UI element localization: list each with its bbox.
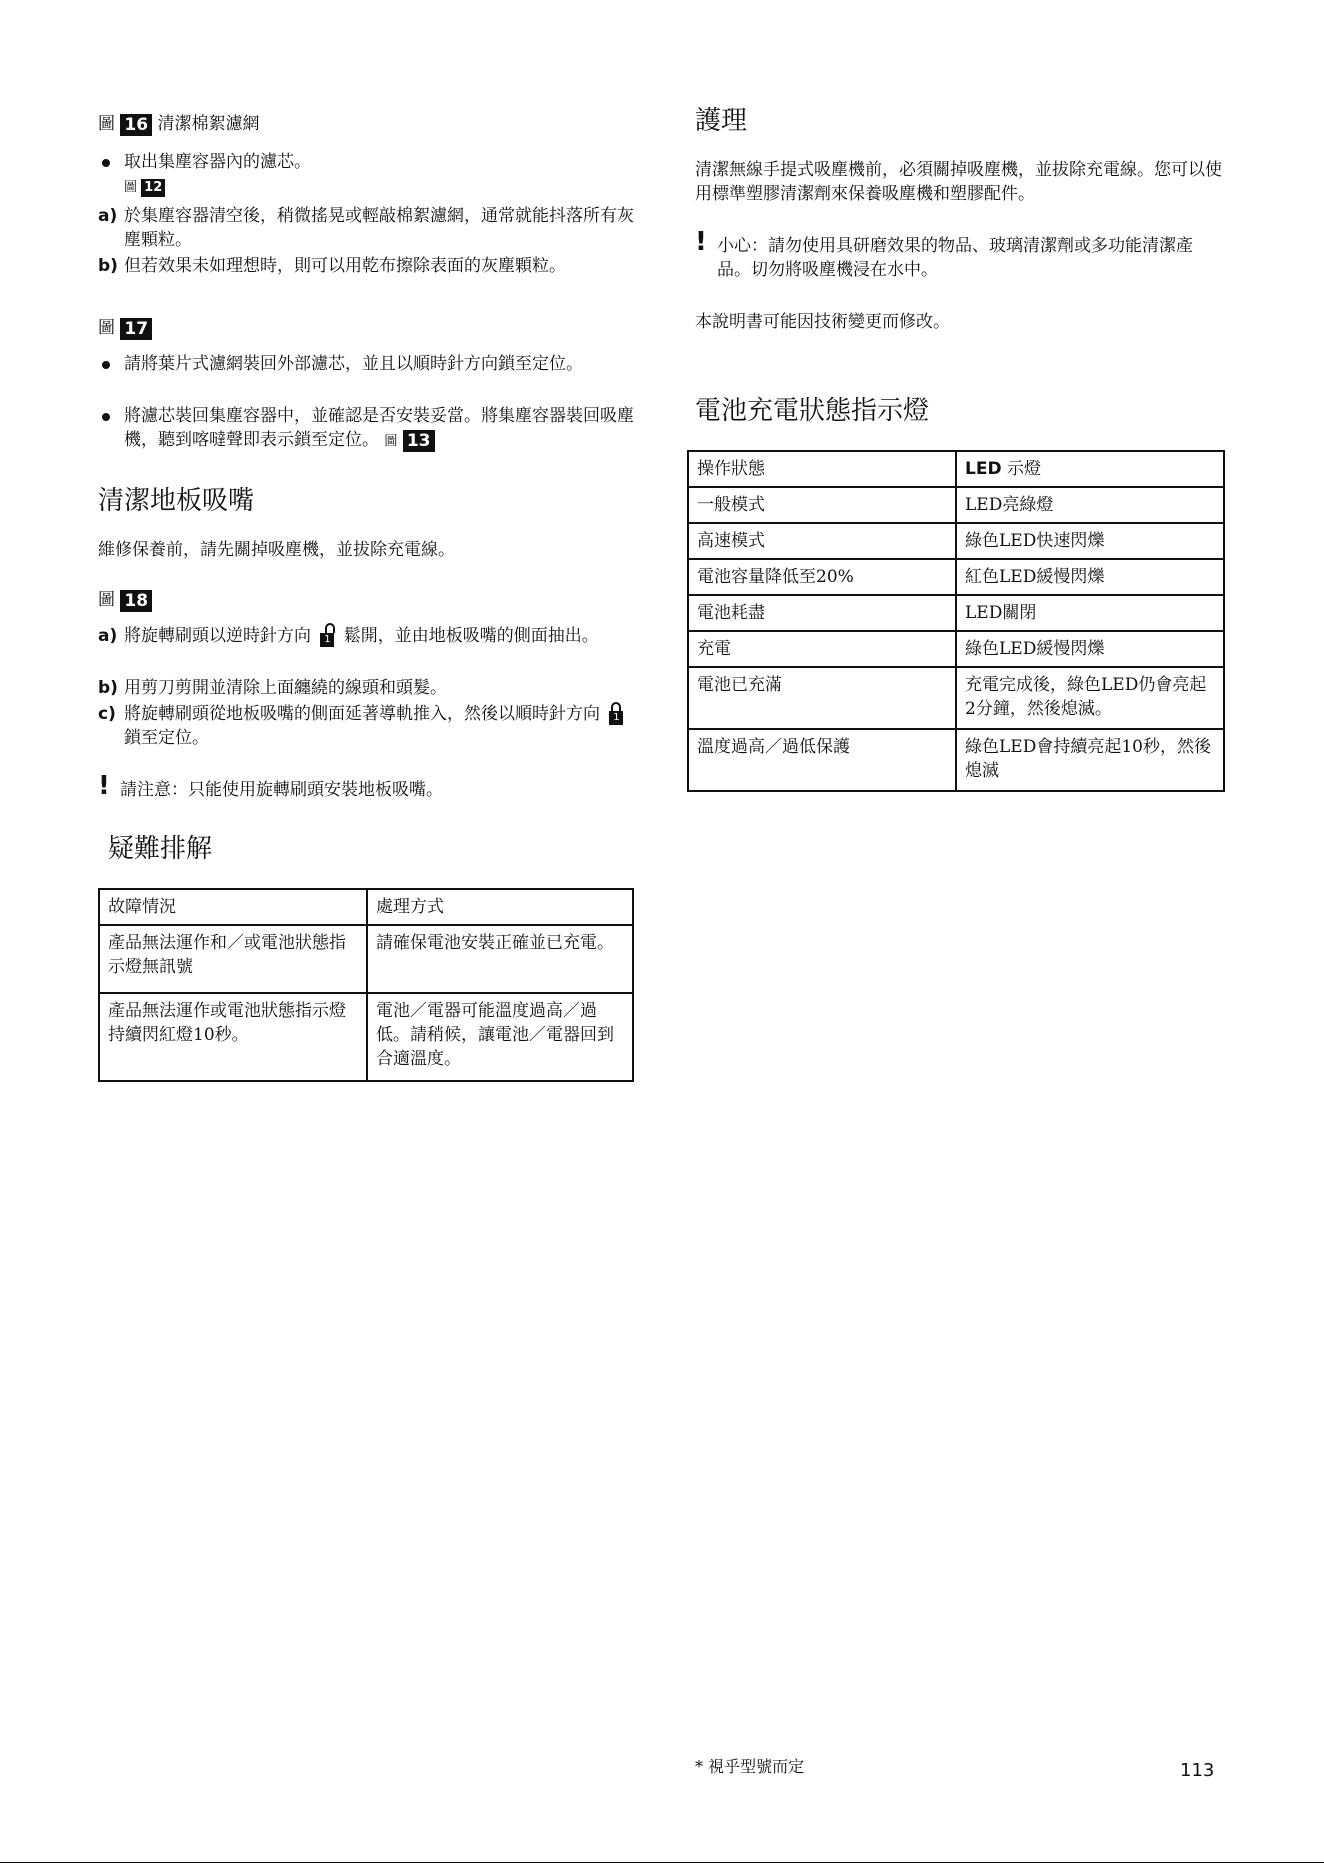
warning-icon: ! xyxy=(695,227,707,257)
table-cell: 請確保電池安裝正確並已充電。 xyxy=(367,925,633,993)
table-row xyxy=(688,559,1224,595)
figure-18-caption: 圖 18 xyxy=(98,588,152,612)
table-row xyxy=(688,595,1224,631)
lock-icon: 1 xyxy=(609,711,623,725)
table-cell: 電池／電器可能溫度過高／過低。請稍候，讓電池／電器回到合適溫度。 xyxy=(367,993,633,1081)
list-item: 將濾芯裝回集塵容器中，並確認是否安裝妥當。將集塵容器裝回吸塵機，聽到喀噠聲即表示鎖至定位。 圖 13 xyxy=(98,404,638,454)
heading-floor-nozzle: 清潔地板吸嘴 xyxy=(98,486,255,516)
table-header-row xyxy=(688,451,1224,487)
table-header-cell: 故障情況 xyxy=(99,889,367,925)
table-cell: 產品無法運作和／或電池狀態指示燈無訊號 xyxy=(99,925,367,993)
figure-17-caption: 圖 17 xyxy=(98,316,152,340)
heading-battery-indicator: 電池充電狀態指示燈 xyxy=(695,396,930,426)
care-note: 本說明書可能因技術變更而修改。 xyxy=(695,312,950,332)
table-row xyxy=(688,523,1224,559)
figure-12-ref: 圖 12 xyxy=(124,176,165,200)
table-row xyxy=(688,729,1224,791)
figure-number-badge: 13 xyxy=(403,430,435,452)
table-cell: 紅色LED緩慢閃爍 xyxy=(956,559,1224,595)
bullet-icon xyxy=(102,413,110,421)
figure-16-caption xyxy=(98,112,259,136)
floor-warning: ! 請注意：只能使用旋轉刷頭安裝地板吸嘴。 xyxy=(98,771,443,801)
figure-number-badge: 16 xyxy=(120,114,152,136)
figure-title: 清潔棉絮濾網 xyxy=(157,114,260,134)
led-status-table xyxy=(687,450,1225,792)
figure-label: 圖 xyxy=(98,114,115,134)
list-item: 取出集塵容器內的濾芯。 xyxy=(98,150,638,174)
table-cell: 高速模式 xyxy=(688,523,956,559)
warning-icon: ! xyxy=(98,771,110,801)
page-number: 113 xyxy=(1180,1760,1215,1781)
footnote: * 視乎型號而定 xyxy=(695,1757,805,1776)
figure-number-badge: 18 xyxy=(120,590,152,612)
table-cell: LED亮綠燈 xyxy=(956,487,1224,523)
table-cell: 綠色LED緩慢閃爍 xyxy=(956,631,1224,667)
table-header-row xyxy=(99,889,633,925)
figure-number-badge: 17 xyxy=(120,318,152,340)
table-row xyxy=(99,993,633,1081)
table-header-cell: LED 示燈 xyxy=(956,451,1224,487)
care-warning: ! 小心：請勿使用具研磨效果的物品、玻璃清潔劑或多功能清潔產品。切勿將吸塵機浸在水中。 xyxy=(695,227,1193,280)
table-cell: 電池容量降低至20% xyxy=(688,559,956,595)
table-cell: 綠色LED快速閃爍 xyxy=(956,523,1224,559)
table-header-cell: 操作狀態 xyxy=(688,451,956,487)
table-row xyxy=(688,667,1224,729)
unlock-icon: 1 xyxy=(320,633,334,647)
table-cell: 產品無法運作或電池狀態指示燈持續閃紅燈10秒。 xyxy=(99,993,367,1081)
table-row xyxy=(688,487,1224,523)
list-item: 請將葉片式濾網裝回外部濾芯，並且以順時針方向鎖至定位。 xyxy=(98,352,638,376)
figure-number-badge: 12 xyxy=(141,179,165,197)
bullet-icon xyxy=(102,159,110,167)
floor-step-b: b) 用剪刀剪開並清除上面纏繞的線頭和頭髮。 xyxy=(98,678,447,698)
table-cell: 充電 xyxy=(688,631,956,667)
table-cell: 一般模式 xyxy=(688,487,956,523)
table-cell: 充電完成後，綠色LED仍會亮起2分鐘，然後熄滅。 xyxy=(956,667,1224,729)
heading-care: 護理 xyxy=(695,106,748,136)
floor-intro: 維修保養前，請先關掉吸塵機，並拔除充電線。 xyxy=(98,540,455,560)
table-row xyxy=(99,925,633,993)
care-text: 清潔無線手提式吸塵機前，必須關掉吸塵機，並拔除充電線。您可以使用標準塑膠清潔劑來保養吸塵機和塑膠配件。 xyxy=(695,160,1222,204)
floor-step-c: c) 將旋轉刷頭從地板吸嘴的側面延著導軌推入，然後以順時針方向 1 鎖至定位。 xyxy=(98,702,638,750)
heading-troubleshooting: 疑難排解 xyxy=(108,834,213,864)
floor-step-a: a) 將旋轉刷頭以逆時針方向 1 鬆開，並由地板吸嘴的側面抽出。 xyxy=(98,626,599,646)
bullet-icon xyxy=(102,361,110,369)
step-b: b) 但若效果未如理想時，則可以用乾布擦除表面的灰塵顆粒。 xyxy=(98,256,566,276)
page-bottom-rule xyxy=(0,1862,1324,1863)
table-header-cell: 處理方式 xyxy=(367,889,633,925)
troubleshooting-table xyxy=(98,888,634,1082)
table-row xyxy=(688,631,1224,667)
table-cell: 電池已充滿 xyxy=(688,667,956,729)
step-a: a) 於集塵容器清空後，稍微搖晃或輕敲棉絮濾網，通常就能抖落所有灰塵顆粒。 xyxy=(98,206,634,250)
table-cell: LED關閉 xyxy=(956,595,1224,631)
table-cell: 電池耗盡 xyxy=(688,595,956,631)
table-cell: 溫度過高／過低保護 xyxy=(688,729,956,791)
table-cell: 綠色LED會持續亮起10秒，然後熄滅 xyxy=(956,729,1224,791)
